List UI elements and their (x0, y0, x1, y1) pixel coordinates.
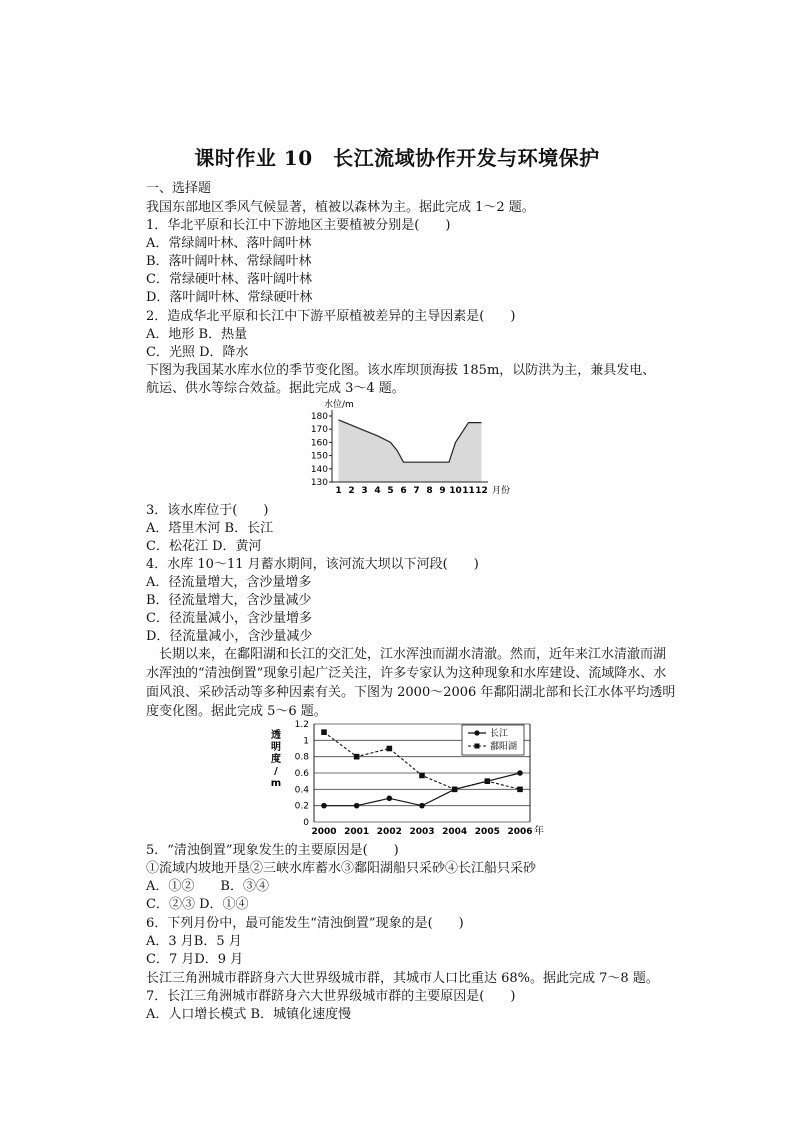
q3-options-ab: A．塔里木河 B．长江 (146, 521, 274, 536)
y-tick-label: 0.2 (294, 801, 309, 812)
y-tick-label: 150 (310, 451, 328, 462)
series-changjiang-point (517, 770, 523, 776)
x-tick-label: 2006 (507, 827, 533, 837)
q1-option-c: C．常绿硬叶林、落叶阔叶林 (146, 272, 312, 287)
series-changjiang-point (321, 803, 327, 809)
transparency-chart (268, 716, 558, 840)
q6-options-ab: A．3 月B．5 月 (146, 934, 242, 949)
intro-q7-8: 长江三角洲城市群跻身六大世界级城市群，其城市人口比重达 68%。据此完成 7～8 题。 (146, 971, 659, 986)
series-changjiang-point (354, 803, 360, 809)
y-tick-label: 0.8 (294, 752, 309, 763)
intro-q3-4-line1: 下图为我国某水库水位的季节变化图。该水库坝顶海拔 185m，以防洪为主，兼具发电、 (146, 363, 656, 378)
y-axis-label: 水位/m (324, 400, 354, 410)
q6-stem: 6．下列月份中，最可能发生“清浊倒置”现象的是( ) (146, 916, 464, 931)
x-tick-label: 12 (475, 486, 488, 496)
q4-stem: 4．水库 10～11 月蓄水期间，该河流大坝以下河段( ) (146, 557, 479, 572)
x-tick-label: 1 (335, 486, 342, 496)
q4-option-d: D．径流量减小，含沙量减少 (146, 629, 313, 644)
y-tick-label: 1 (303, 736, 309, 747)
legend-changjiang-marker (474, 730, 479, 735)
intro-q1-2: 我国东部地区季风气候显著，植被以森林为主。据此完成 1～2 题。 (146, 200, 535, 215)
x-tick-label: 3 (361, 486, 368, 496)
x-tick-label: 8 (426, 486, 433, 496)
intro-q3-4-line2: 航运、供水等综合效益。据此完成 3～4 题。 (146, 381, 405, 396)
q5-options-cd: C．②③ D．①④ (146, 897, 249, 912)
q3-stem: 3．该水库位于( ) (146, 503, 269, 518)
y-tick-label: 0 (303, 818, 309, 828)
x-axis-label: 年 (534, 826, 544, 837)
page-title: 课时作业 10 长江流域协作开发与环境保护 (194, 146, 600, 170)
legend-poyanghu-marker (475, 744, 480, 749)
q4-option-b: B．径流量增大，含沙量减少 (146, 593, 312, 608)
y-tick-label: 170 (310, 425, 328, 436)
y-tick-label: 0.4 (294, 785, 309, 796)
y-tick-label: 160 (310, 438, 328, 449)
x-tick-label: 2003 (409, 827, 435, 837)
series-poyanghu-point (452, 787, 458, 793)
series-poyanghu-point (387, 746, 393, 752)
series-poyanghu-point (485, 778, 491, 784)
x-tick-label: 2 (348, 486, 355, 496)
x-tick-label: 2002 (376, 827, 402, 837)
y-tick-label: 180 (310, 412, 328, 422)
q4-option-a: A．径流量增大，含沙量增多 (146, 575, 312, 590)
q1-option-b: B．落叶阔叶林、常绿阔叶林 (146, 254, 312, 269)
series-changjiang-point (419, 803, 425, 809)
x-tick-label: 4 (374, 486, 381, 496)
x-tick-label: 10 (449, 486, 462, 496)
y-axis-label-char: m (270, 778, 282, 789)
x-tick-label: 2004 (442, 827, 468, 837)
y-tick-label: 140 (310, 464, 328, 475)
y-axis-label-char: / (274, 766, 278, 777)
q1-option-d: D．落叶阔叶林、常绿硬叶林 (146, 290, 313, 305)
q7-options-ab: A．人口增长模式 B．城镇化速度慢 (146, 1007, 352, 1022)
q2-options-cd: C．光照 D．降水 (146, 345, 249, 360)
y-tick-label: 1.2 (294, 720, 309, 730)
x-tick-label: 9 (439, 486, 446, 496)
series-poyanghu-point (321, 729, 327, 735)
y-axis-label-char: 明 (271, 742, 281, 753)
x-tick-label: 6 (400, 486, 407, 496)
legend-changjiang-label: 长江 (490, 729, 509, 739)
q5-options-ab: A．①② B．③④ (146, 879, 269, 894)
q6-options-cd: C．7 月D．9 月 (146, 952, 244, 967)
x-tick-label: 2000 (311, 827, 337, 837)
series-changjiang-point (387, 796, 393, 802)
q2-stem: 2．造成华北平原和长江中下游平原植被差异的主导因素是( ) (146, 309, 516, 324)
y-tick-label: 0.6 (294, 769, 309, 779)
q5-stem: 5．“清浊倒置”现象发生的主要原因是( ) (146, 843, 399, 858)
x-tick-label: 2001 (344, 827, 370, 837)
section-heading: 一、选择题 (146, 181, 212, 196)
series-poyanghu-point (419, 773, 425, 779)
x-tick-label: 11 (462, 486, 475, 496)
y-tick-label: 130 (310, 478, 328, 488)
x-tick-label: 2005 (474, 827, 500, 837)
q5-choices: ①流域内坡地开垦②三峡水库蓄水③鄱阳湖船只采砂④长江船只采砂 (146, 861, 537, 876)
q3-options-cd: C．松花江 D．黄河 (146, 539, 262, 554)
series-poyanghu-point (517, 787, 523, 793)
q2-options-ab: A．地形 B．热量 (146, 327, 248, 342)
q1-stem: 1．华北平原和长江中下游地区主要植被分别是( ) (146, 218, 451, 233)
q1-option-a: A．常绿阔叶林、落叶阔叶林 (146, 236, 312, 251)
intro-q5-6: 长期以来，在鄱阳湖和长江的交汇处，江水浑浊而湖水清澈。然而，近年来江水清澈而湖水浑浊的“清浊倒置”现象引起广泛关注，许多专家认为这种现象和水库建设、流域降水、水面风浪、采砂活动等多种因素有关。下图为 2000～2006 年鄱阳湖北部和长江水体平均透明度变化图。据此完成 5～6 题。 (146, 647, 676, 719)
x-axis-label: 月份 (492, 486, 511, 496)
y-axis-label-char: 度 (271, 754, 281, 765)
x-tick-label: 7 (413, 486, 420, 496)
q4-option-c: C．径流量减小，含沙量增多 (146, 611, 312, 626)
x-tick-label: 5 (387, 486, 394, 496)
legend-poyanghu-label: 鄱阳湖 (490, 742, 518, 752)
q7-stem: 7．长江三角洲城市群跻身六大世界级城市群的主要原因是( ) (146, 989, 516, 1004)
series-poyanghu-point (354, 754, 360, 760)
y-axis-label-char: 透 (271, 730, 281, 741)
water-level-chart (300, 392, 530, 500)
